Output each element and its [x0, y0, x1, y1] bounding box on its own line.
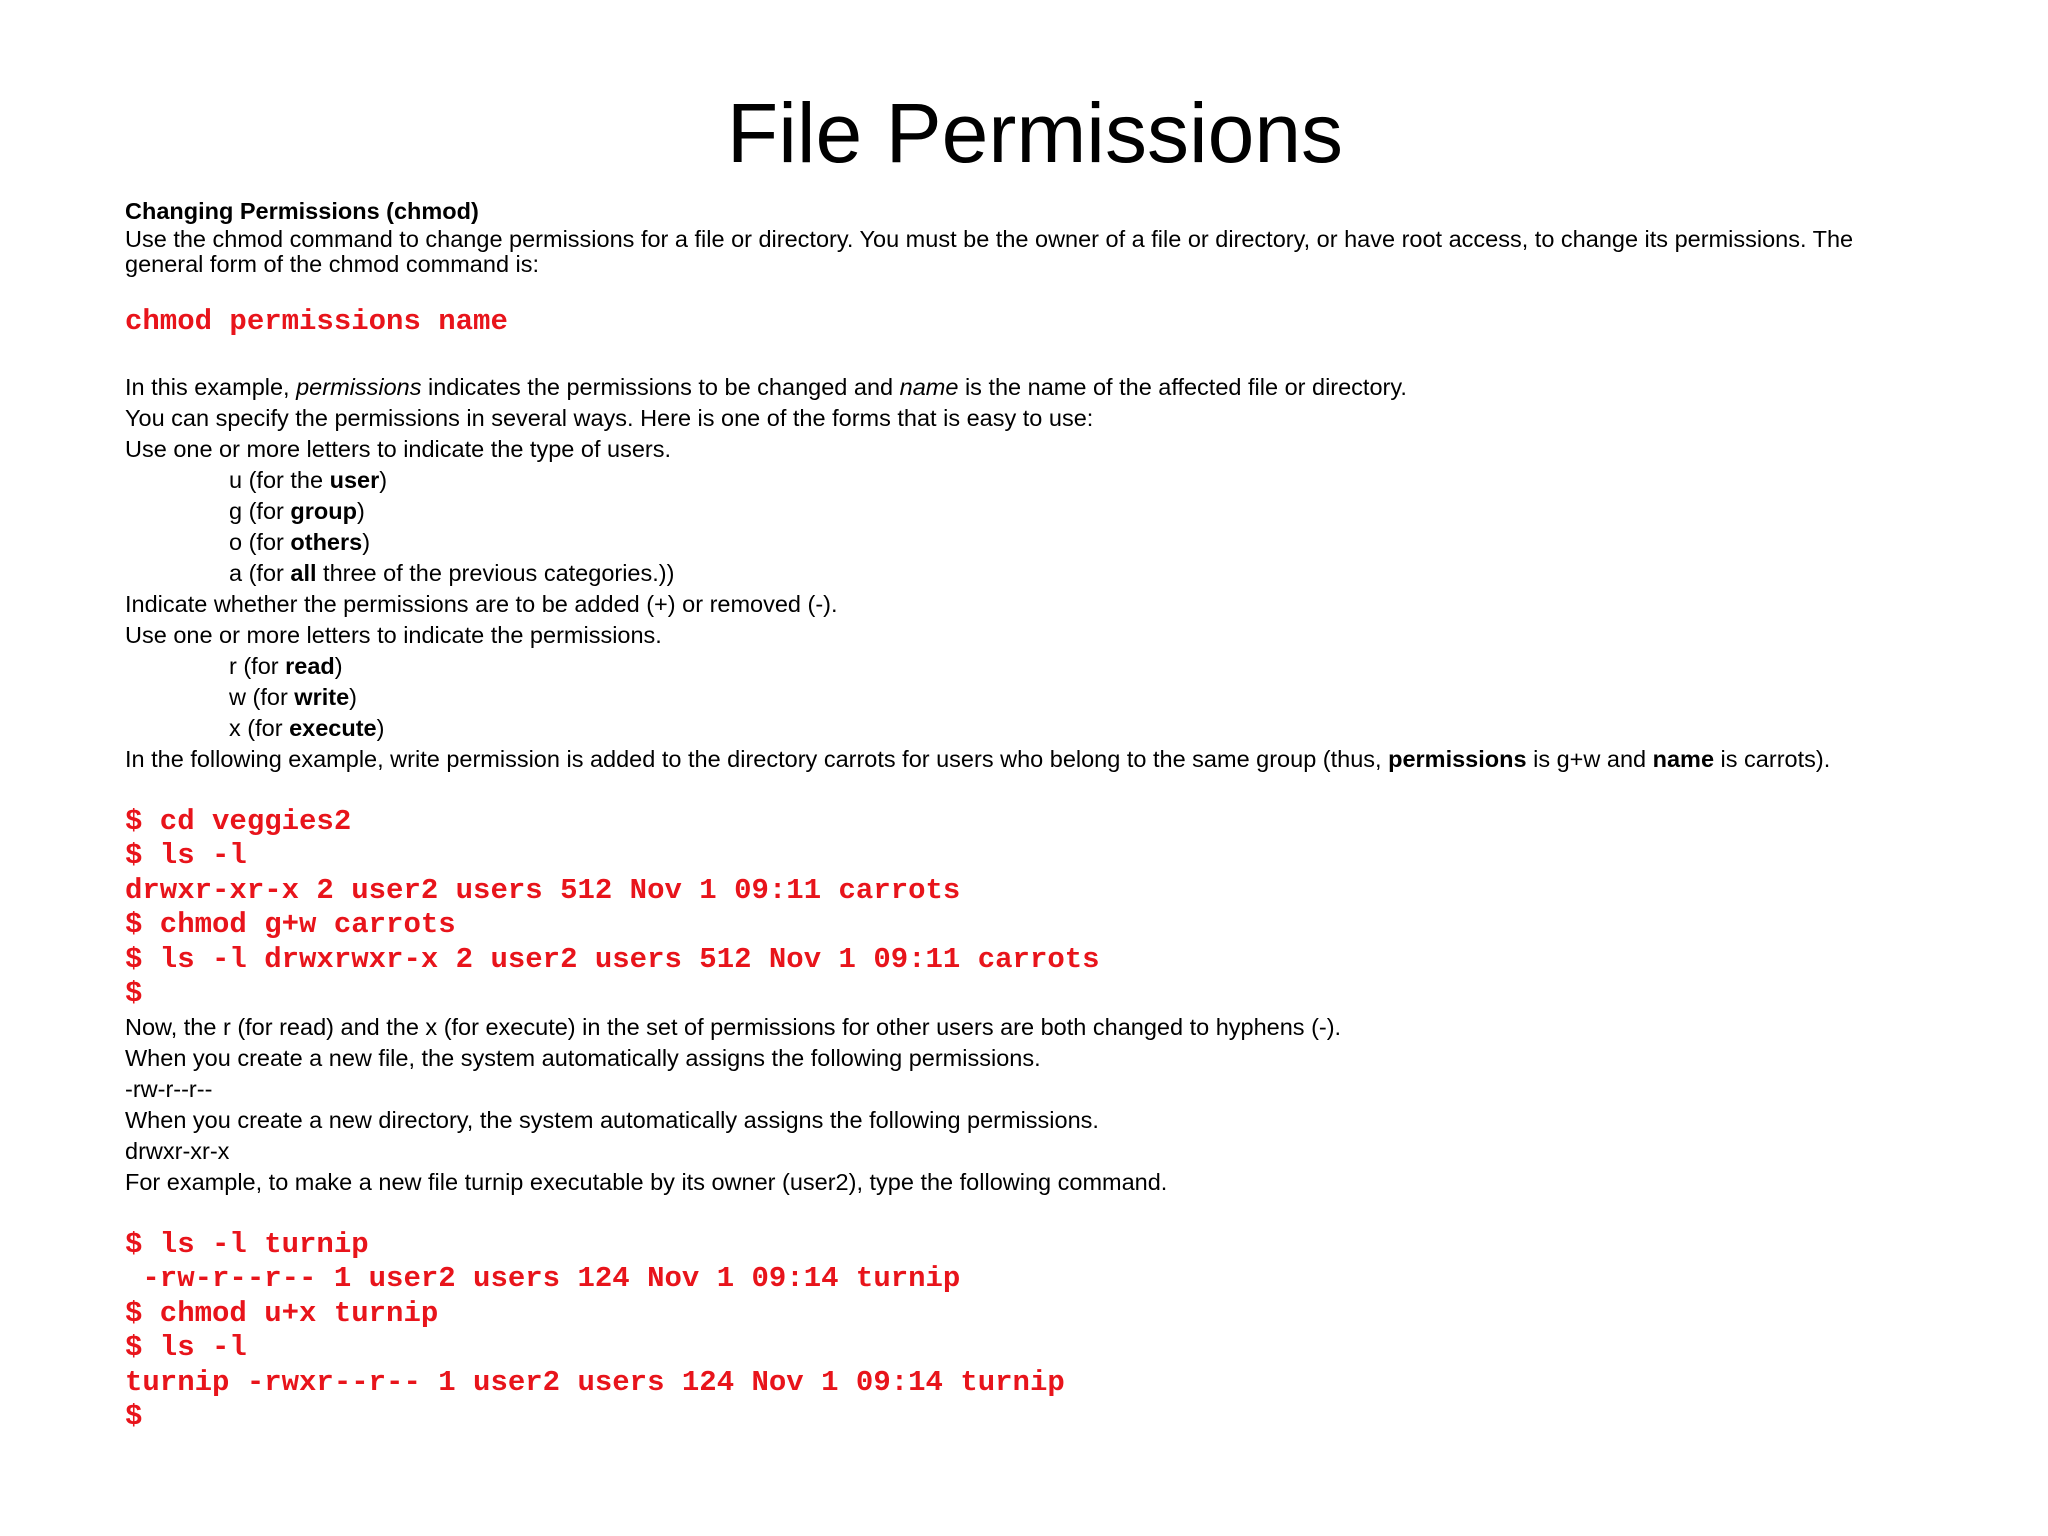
name-term-bold: name [1652, 745, 1715, 772]
permissions-term: permissions [296, 373, 422, 400]
user-type-bold: all [290, 559, 317, 586]
user-type-prefix: (for [242, 528, 291, 555]
perm-type-suffix: ) [334, 652, 343, 679]
name-term: name [899, 373, 959, 400]
syntax-code: chmod permissions name [125, 305, 508, 338]
intro-paragraph: Use the chmod command to change permissions for a file or directory. You must be the owner of a file or directory, or have root access, to change its permissions. The general form of the chmod command is: [125, 226, 1854, 277]
code-block-2 [125, 1228, 1905, 1435]
perm-types-list [125, 651, 1905, 744]
perm-type-item [125, 713, 1905, 744]
user-type-item [125, 496, 1905, 527]
example-middle: indicates the permissions to be changed and [421, 373, 900, 400]
section-heading: Changing Permissions (chmod) [125, 198, 479, 224]
example-suffix: is the name of the affected file or directory. [958, 373, 1407, 400]
add-remove-text: Indicate whether the permissions are to be added (+) or removed (-). [125, 590, 838, 617]
code-line: $ ls -l [125, 839, 247, 872]
user-type-letter: a [229, 559, 243, 586]
user-type-prefix: (for [242, 559, 291, 586]
following-prefix: In the following example, write permission is added to the directory carrots for users who belong to the same group (thus, [125, 745, 1389, 772]
code-line: $ [125, 1400, 143, 1433]
after-text-line: Now, the r (for read) and the x (for execute) in the set of permissions for other users are both changed to hyphens (-). [125, 1013, 1342, 1040]
user-type-item [125, 465, 1905, 496]
perm-type-letter: r [229, 652, 237, 679]
user-type-suffix: ) [356, 497, 365, 524]
user-type-prefix: (for [242, 497, 291, 524]
perm-letters-intro: Use one or more letters to indicate the permissions. [125, 621, 662, 648]
code-line: drwxr-xr-x 2 user2 users 512 Nov 1 09:11 carrots [125, 873, 961, 907]
after-text-line: -rw-r--r-- [125, 1075, 213, 1102]
perm-type-suffix: ) [349, 683, 357, 710]
after-text-line: When you create a new file, the system automatically assigns the following permissions. [125, 1044, 1041, 1071]
code-line: $ ls -l [125, 1331, 247, 1364]
after-text-line: When you create a new directory, the system automatically assigns the following permissions. [125, 1106, 1099, 1133]
user-type-item [125, 558, 1905, 589]
code-line: $ cd veggies2 [125, 804, 352, 838]
user-type-item [125, 527, 1905, 558]
user-type-suffix: ) [362, 528, 371, 555]
following-middle: is g+w and [1526, 745, 1653, 772]
code-line: -rw-r--r-- 1 user2 users 124 Nov 1 09:14 turnip [125, 1262, 961, 1295]
user-type-bold: others [290, 528, 363, 555]
example-explanation [125, 372, 1905, 403]
after-text-line: For example, to make a new file turnip executable by its owner (user2), type the following command. [125, 1168, 1168, 1195]
page-title: File Permissions [726, 86, 1344, 180]
after-text-line: drwxr-xr-x [125, 1137, 230, 1164]
following-suffix: is carrots). [1714, 745, 1831, 772]
user-type-letter: o [229, 528, 243, 555]
user-type-prefix: (for the [242, 466, 330, 493]
perm-type-bold: execute [289, 714, 377, 741]
perm-type-prefix: (for [236, 652, 286, 679]
perm-type-letter: x [229, 714, 241, 741]
permissions-term-bold: permissions [1388, 745, 1527, 772]
code-line: $ ls -l drwxrwxr-x 2 user2 users 512 Nov 1 09:11 carrots [125, 942, 1100, 976]
after-text-block [125, 1012, 1905, 1198]
example-prefix: In this example, [125, 373, 297, 400]
user-type-bold: user [329, 466, 380, 493]
code-line: $ chmod g+w carrots [125, 908, 456, 941]
code-line: turnip -rwxr--r-- 1 user2 users 124 Nov 1 09:14 turnip [125, 1365, 1065, 1399]
user-types-list [125, 465, 1905, 589]
perm-type-bold: write [294, 683, 350, 710]
user-type-bold: group [290, 497, 357, 524]
user-type-letter: u [229, 466, 243, 493]
users-intro: Use one or more letters to indicate the type of users. [125, 435, 671, 462]
perm-type-letter: w [229, 683, 246, 710]
user-type-suffix: ) [379, 466, 388, 493]
specify-text: You can specify the permissions in several ways. Here is one of the forms that is easy to use: [125, 404, 1094, 431]
perm-type-bold: read [285, 652, 335, 679]
code-block-1 [125, 805, 1905, 1012]
code-line: $ chmod u+x turnip [125, 1296, 439, 1330]
code-line: $ ls -l turnip [125, 1227, 369, 1261]
user-type-letter: g [229, 497, 243, 524]
code-line: $ [125, 977, 143, 1010]
perm-type-item [125, 682, 1905, 713]
perm-type-suffix: ) [376, 714, 385, 741]
slide-content [125, 196, 1905, 1435]
perm-type-prefix: (for [245, 683, 295, 710]
user-type-suffix: three of the previous categories.)) [316, 559, 675, 586]
perm-type-item [125, 651, 1905, 682]
following-example-text [125, 744, 1905, 775]
perm-type-prefix: (for [240, 714, 290, 741]
